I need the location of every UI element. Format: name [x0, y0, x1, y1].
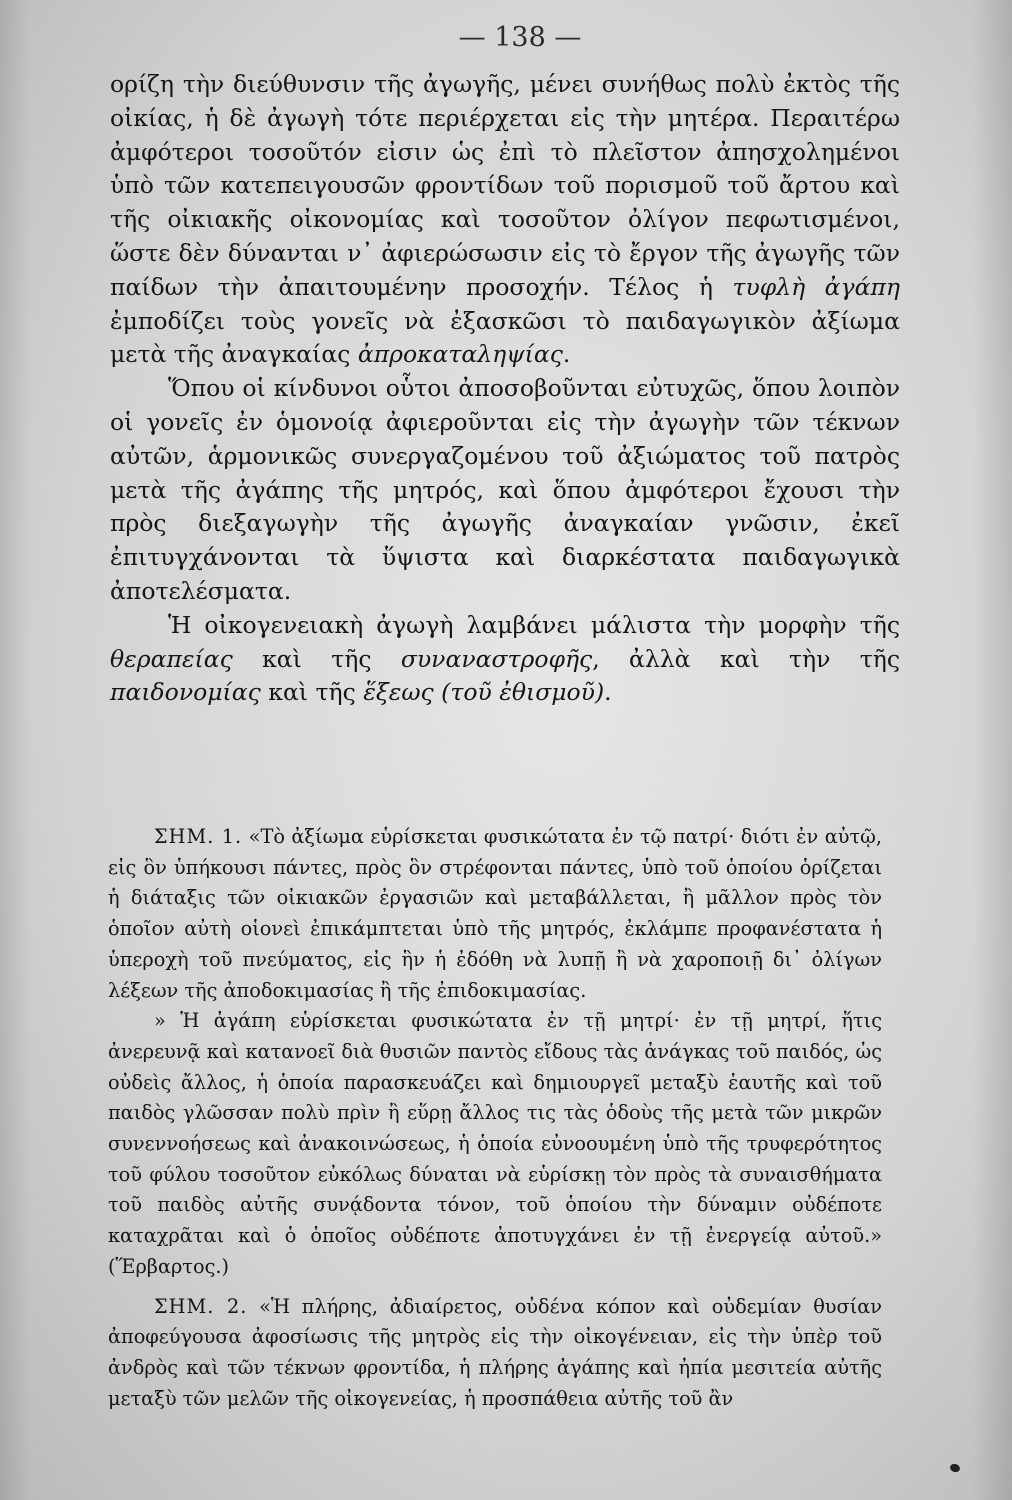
page-edge-shadow-right	[972, 0, 1012, 1500]
paragraph-1-part-c: .	[562, 340, 571, 369]
page-number: — 138 —	[458, 22, 582, 53]
paragraph-3-emphasis-4: ἕξεως (τοῦ ἐθισμοῦ)	[363, 678, 605, 707]
note-2-text: «Ἡ πλήρης, ἀδιαίρετος, οὐδένα κόπον καὶ οὐδεμίαν θυσίαν ἀποφεύγουσα ἀφοσίωσις τῆς μητρὸς εἰς τὴν οἰκογένειαν, εἰς τὴν ὑπὲρ τοῦ ἀνδρὸς καὶ τῶν τέκνων φροντίδα, ἡ πλήρης ἀγάπης καὶ ἠπία μεσιτεία αὐτῆς μεταξὺ τῶν μελῶν τῆς οἰκογενείας, ἡ προσπάθεια αὐτῆς τοῦ ἂν	[108, 1294, 882, 1410]
paragraph-3-emphasis-1: θεραπείας	[110, 644, 233, 673]
ink-blot	[949, 1463, 961, 1474]
paragraph-3-part-c: , ἀλλὰ καὶ τὴν τῆς	[592, 644, 900, 673]
note-1-text: «Τὸ ἀξίωμα εὑρίσκεται φυσικώτατα ἐν τῷ πατρί· διότι ἐν αὐτῷ, εἰς ὃν ὑπήκουσι πάντες, πρὸς ὃν στρέφονται πάντες, ὑπὸ τοῦ ὁποίου ὁρίζεται ἡ διάταξις τῶν οἰκιακῶν ἐργασιῶν καὶ μεταβάλλεται, ἢ μᾶλλον πρὸς τὸν ὁποῖον αὐτὴ οἱονεὶ ἐπικάμπτεται ὑπὸ τῆς μητρός, ἐκλάμπε προφανέστατα ἡ ὑπεροχὴ τοῦ πνεύματος, εἰς ἣν ἡ ἐδόθη νὰ λυπῇ ἢ νὰ χαροποιῇ δι᾽ ὀλίγων λέξεων τῆς ἀποδοκιμασίας ἢ τῆς ἐπιδοκιμασίας.	[108, 825, 882, 1002]
paragraph-1-emphasis-2: ἀπροκαταληψίας	[357, 340, 563, 369]
paragraph-3-part-b: καὶ τῆς	[232, 644, 401, 673]
note-1	[108, 822, 882, 1006]
paragraph-3-emphasis-2: συναναστροφῆς	[400, 644, 593, 673]
paragraph-3-emphasis-3: παιδονομίας	[110, 678, 261, 707]
footnotes	[108, 822, 882, 1414]
main-text	[110, 68, 900, 710]
paragraph-3-part-d: καὶ τῆς	[260, 678, 364, 707]
paragraph-2: Ὅπου οἱ κίνδυνοι οὗτοι ἀποσοβοῦνται εὐτυχῶς, ὅπου λοιπὸν οἱ γονεῖς ἐν ὁμονοίᾳ ἀφιεροῦνται εἰς τὴν ἀγωγὴν τῶν τέκνων αὐτῶν, ἁρμονικῶς συνεργαζομένου τοῦ ἀξιώματος τοῦ πατρὸς μετὰ τῆς ἀγάπης τῆς μητρός, καὶ ὅπου ἀμφότεροι ἔχουσι τὴν πρὸς διεξαγωγὴν τῆς ἀγωγῆς ἀναγκαίαν γνῶσιν, ἐκεῖ ἐπιτυγχάνονται τὰ ὕψιστα καὶ διαρκέστατα παιδαγωγικὰ ἀποτελέσματα.	[110, 374, 900, 605]
paragraph-3	[110, 609, 900, 710]
note-2-label: ΣΗΜ. 2.	[154, 1294, 248, 1318]
paragraph-3-part-e: .	[604, 678, 612, 707]
paragraph-1-emphasis: τυφλὴ ἀγάπη	[732, 272, 900, 301]
note-1-continuation: » Ἡ ἀγάπη εὑρίσκεται φυσικώτατα ἐν τῇ μητρί· ἐν τῇ μητρί, ἥτις ἀνερευνᾷ καὶ κατανοεῖ διὰ θυσιῶν παντὸς εἴδους τὰς ἀνάγκας τοῦ παιδός, ὡς οὐδεὶς ἄλλος, ἡ ὁποία παρασκευάζει καὶ δημιουργεῖ μεταξὺ ἑαυτῆς καὶ τοῦ παιδὸς γλῶσσαν πολὺ πρὶν ἢ εὕρῃ ἄλλος τις τὰς ὁδοὺς τῆς μετὰ τῶν μικρῶν συνεννοήσεως καὶ ἀνακοινώσεως, ἡ ὁποία εὐνοουμένη ὑπὸ τῆς τρυφερότητος τοῦ φύλου τοσοῦτον εὐκόλως δύναται νὰ εὑρίσκῃ τὸν πρὸς τὰ συναισθήματα τοῦ παιδὸς αὐτῆς συνᾴδοντα τόνον, τοῦ ὁποίου τὴν δύναμιν οὐδέποτε καταχρᾶται καὶ ὁ ὁποῖος οὐδέποτε ἀποτυγχάνει ἐν τῇ ἐνεργείᾳ αὐτοῦ.» (Ἕρβαρτος.)	[108, 1009, 882, 1278]
paragraph-1-part-a: ορίζη τὴν διεύθυνσιν τῆς ἀγωγῆς, μένει συνήθως πολὺ ἐκτὸς τῆς οἰκίας, ἡ δὲ ἀγωγὴ τότε περιέρχεται εἰς τὴν μητέρα. Περαιτέρω ἀμφότεροι τοσοῦτόν εἰσιν ὡς ἐπὶ τὸ πλεῖστον ἀπησχολημένοι ὑπὸ τῶν κατεπειγουσῶν φροντίδων τοῦ πορισμοῦ τοῦ ἄρτου καὶ τῆς οἰκιακῆς οἰκονομίας καὶ τοσοῦτον ὀλίγον πεφωτισμένοι, ὥστε δὲν δύνανται ν᾽ ἀφιερώσωσιν εἰς τὸ ἔργον τῆς ἀγωγῆς τῶν παίδων τὴν ἀπαιτουμένην προσοχήν. Τέλος ἡ	[110, 70, 900, 301]
paragraph-3-part-a: Ἡ οἰκογενειακὴ ἀγωγὴ λαμβάνει μάλιστα τὴν μορφὴν τῆς	[168, 610, 900, 639]
page-edge-shadow-left	[0, 0, 30, 1500]
paragraph-1-part-b: ἐμποδίζει τοὺς γονεῖς νὰ ἐξασκῶσι τὸ παιδαγωγικὸν ἀξίωμα μετὰ τῆς ἀναγκαίας	[110, 306, 900, 369]
note-2	[108, 1292, 882, 1415]
note-1-label: ΣΗΜ. 1.	[154, 825, 243, 848]
paragraph-1	[110, 68, 900, 372]
